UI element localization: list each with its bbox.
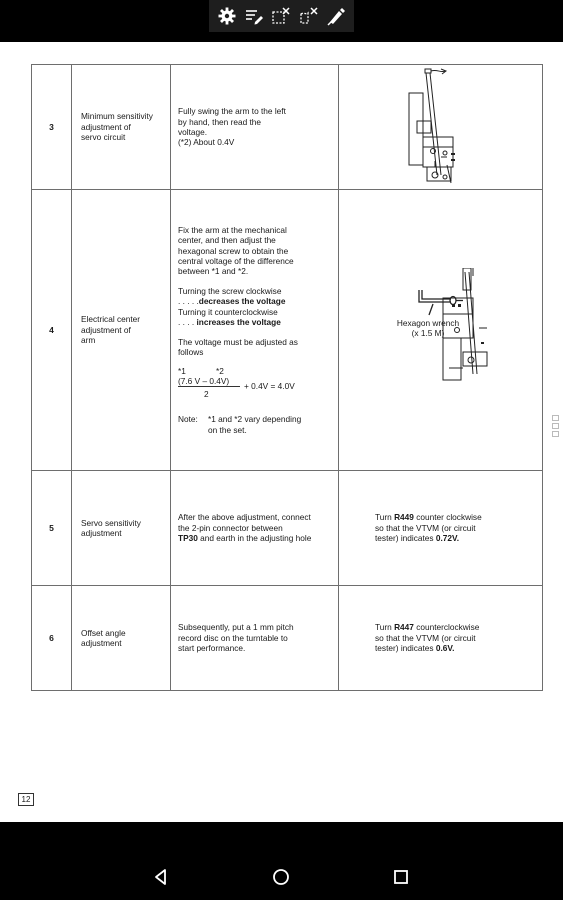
procedure-paragraph: The voltage must be adjusted as follows xyxy=(178,336,298,357)
home-icon[interactable] xyxy=(266,862,296,892)
fraction-line xyxy=(178,386,240,387)
wrench-label: Hexagon wrench (x 1.5 M) xyxy=(396,318,460,339)
top-bar xyxy=(0,0,563,42)
table-row xyxy=(32,471,543,586)
tonearm-diagram xyxy=(407,67,479,187)
back-icon[interactable] xyxy=(146,862,176,892)
table-row xyxy=(32,65,543,190)
step-number: 6 xyxy=(32,586,72,691)
adjustment-procedure xyxy=(171,190,339,471)
recents-icon[interactable] xyxy=(386,862,416,892)
crop-select-icon[interactable] xyxy=(269,4,293,28)
step-number: 3 xyxy=(32,65,72,190)
pen-icon[interactable] xyxy=(324,4,348,28)
hexagon-wrench-figure-cell xyxy=(339,190,543,471)
adjustment-procedure: After the above adjustment, connect the 2-pin connector between TP30 and earth in the adjusting hole xyxy=(171,471,339,586)
gear-icon[interactable] xyxy=(215,4,239,28)
adjustment-item: Servo sensitivity adjustment xyxy=(72,471,171,586)
voltage-formula: *1 *2 (7.6 V – 0.4V) 2 + 0.4V = 4.0V xyxy=(178,366,295,400)
page-edge-marks xyxy=(552,415,560,439)
table-row xyxy=(32,190,543,471)
annotation-toolbar xyxy=(209,0,354,32)
magic-crop-icon[interactable] xyxy=(297,4,321,28)
adjustment-item: Offset angle adjustment xyxy=(72,586,171,691)
table-row xyxy=(32,586,543,691)
navigation-bar xyxy=(0,822,563,900)
list-edit-icon[interactable] xyxy=(242,4,266,28)
adjustment-table xyxy=(31,64,543,691)
adjustment-item: Electrical center adjustment of arm xyxy=(72,190,171,471)
step-number: 4 xyxy=(32,190,72,471)
adjustment-procedure: Fully swing the arm to the left by hand, then read the voltage. (*2) About 0.4V xyxy=(171,65,339,190)
document-page xyxy=(0,42,563,822)
page-number: 12 xyxy=(18,793,34,806)
adjustment-result: Turn R449 counter clockwise so that the VTVM (or circuit tester) indicates 0.72V. xyxy=(339,471,543,586)
wrench-icon xyxy=(417,288,465,316)
procedure-paragraph: Turning the screw clockwise . . . . .decreases the voltage Turning it counterclockwise . . . . increases the voltage xyxy=(178,285,286,328)
adjustment-result: Turn R447 counterclockwise so that the VTVM (or circuit tester) indicates 0.6V. xyxy=(339,586,543,691)
tonearm-figure-cell xyxy=(339,65,543,190)
adjustment-item: Minimum sensitivity adjustment of servo circuit xyxy=(72,65,171,190)
procedure-paragraph: Fix the arm at the mechanical center, and then adjust the hexagonal screw to obtain the central voltage of the difference between *1 and *2. xyxy=(178,224,294,277)
procedure-note: Note: *1 and *2 vary depending on the set. xyxy=(178,414,302,435)
step-number: 5 xyxy=(32,471,72,586)
adjustment-procedure: Subsequently, put a 1 mm pitch record disc on the turntable to start performance. xyxy=(171,586,339,691)
